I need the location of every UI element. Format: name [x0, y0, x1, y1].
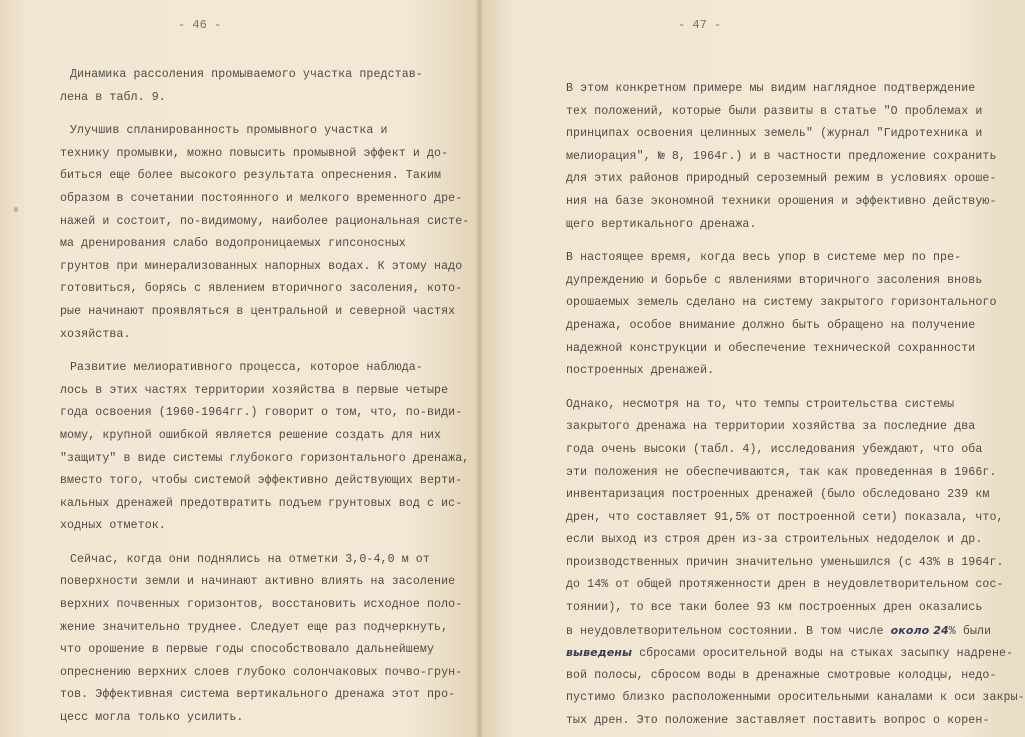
text-line: надежной конструкции и обеспечение технической сохранности [566, 341, 976, 355]
text-line: технику промывки, можно повысить промывной эффект и до- [60, 146, 449, 160]
text-line: лена в табл. 9. [60, 90, 166, 104]
page-number-left: - 46 - [178, 18, 222, 32]
text-line: мелиорация", № 8, 1964г.) и в частности предложение сохранить [566, 149, 997, 163]
text-line: тех положений, которые были развиты в статье "О проблемах и [566, 104, 983, 118]
text-line: нажей и состоит, по-видимому, наиболее рациональная систе- [60, 214, 470, 228]
text-line: мому, крупной ошибкой является решение создать для них [60, 428, 442, 442]
text-line: года очень высоки (табл. 4), исследования убеждают, что оба [566, 442, 983, 456]
text-line: рые начинают проявляться в центральной и северной частях [60, 304, 456, 318]
left-page [0, 0, 478, 737]
paragraph-gap [566, 236, 986, 247]
text-line: жение значительно труднее. Следует еще раз подчеркнуть, [60, 620, 449, 634]
text-line: Сейчас, когда они поднялись на отметки 3,0-4,0 м от [70, 552, 430, 566]
text-line: В настоящее время, когда весь упор в системе мер по пре- [566, 251, 962, 265]
left-page-text [60, 64, 470, 730]
text-line: Однако, несмотря на то, что темпы строительства системы [566, 397, 955, 411]
text-line: пустимо близко расположенными оросительными каналами к оси закры- [566, 691, 1025, 705]
text-line: ния на базе экономной техники орошения и эффективно действую- [566, 194, 997, 208]
text-line: ма дренирования слабо водопроницаемых гипсоносных [60, 237, 406, 251]
text-line: щего вертикального дренажа. [566, 217, 757, 231]
text-line: ходных отметок. [60, 519, 166, 533]
text-line: эти положения не обеспечиваются, так как проведенная в 1966г. [566, 465, 997, 479]
text-line: вой полосы, сбросом воды в дренажные смотровые колодцы, недо- [566, 668, 997, 682]
text-line: тов. Эффективная система вертикального дренажа этот про- [60, 688, 456, 702]
text-line: дупреждению и борьбе с явлениями вторичного засоления вновь [566, 273, 983, 287]
text-line: для этих районов природный сероземный режим в условиях ороше- [566, 172, 997, 186]
paragraph-gap [566, 383, 986, 394]
text-line: построенных дренажей. [566, 364, 715, 378]
paragraph-gap [60, 346, 460, 357]
text-line: Улучшив спланированность промывного участка и [70, 124, 388, 138]
text-line: принципах освоения целинных земель" (журнал "Гидротехника и [566, 127, 983, 141]
text-line: орошаемых земель сделано на систему закрытого горизонтального [566, 296, 997, 310]
text-line: до 14% от общей протяженности дрен в неудовлетворительном сос- [566, 578, 1004, 592]
text-line: лось в этих частях территории хозяйства в первые четыре [60, 383, 449, 397]
handwritten-insertion: выведены [566, 646, 633, 660]
text-line: вместо того, чтобы системой эффективно действующих верти- [60, 474, 463, 488]
text-line: опреснению верхних слоев глубоко солончаковых почво-грун- [60, 665, 463, 679]
text-line: готовиться, борясь с явлением вторичного засоления, кото- [60, 282, 463, 296]
text-line: тых дрен. Это положение заставляет поставить вопрос о корен- [566, 714, 990, 728]
text-line: В этом конкретном примере мы видим наглядное подтверждение [566, 82, 976, 95]
text-line: что орошение в первые годы способствовало дальнейшему [60, 643, 435, 657]
right-page [482, 0, 1025, 737]
text-line: поверхности земли и начинают активно влиять на засоление [60, 575, 456, 589]
text-line: Развитие мелиоративного процесса, которое наблюда- [70, 361, 423, 375]
text-line: тоянии), то все таки более 93 км построенных дрен оказались [566, 601, 983, 615]
ink-spot [14, 207, 18, 212]
text-line: года освоения (1960-1964гг.) говорит о том, что, по-види- [60, 406, 463, 420]
text-line: кальных дренажей предотвратить подъем грунтовых вод с ис- [60, 496, 463, 510]
paragraph-gap [60, 538, 460, 549]
text-line: Динамика рассоления промываемого участка представ- [70, 68, 423, 81]
right-page-text [566, 78, 1025, 733]
text-line: биться еще более высокого результата опреснения. Таким [60, 169, 442, 183]
text-line: производственных причин значительно уменьшился (с 43% в 1964г. [566, 555, 1004, 569]
text-line: закрытого дренажа на территории хозяйства за последние два [566, 420, 976, 434]
paragraph-gap [60, 109, 460, 120]
text-line: выведены сбросами оросительной воды на стыках засыпку надрене- [566, 646, 1014, 661]
text-line: дренажа, особое внимание должно быть обращено на получение [566, 318, 976, 332]
text-line: образом в сочетании постоянного и мелкого временного дре- [60, 191, 463, 205]
text-line: хозяйства. [60, 327, 131, 341]
text-line: инвентаризация построенных дренажей (было обследовано 239 км [566, 488, 990, 502]
text-line: цесс могла только усилить. [60, 711, 244, 725]
text-line: если выход из строя дрен из-за строительных недоделок и др. [566, 533, 983, 547]
page-number-right: - 47 - [678, 18, 722, 32]
text-line: "защиту" в виде системы глубокого горизонтального дренажа, [60, 451, 470, 465]
text-line: в неудовлетворительном состоянии. В том числе около 24% были [566, 623, 992, 638]
text-line: грунтов при минерализованных напорных водах. К этому надо [60, 259, 463, 273]
text-line: верхних почвенных горизонтов, восстановить исходное поло- [60, 598, 463, 612]
text-line: дрен, что составляет 91,5% от построенной сети) показала, что, [566, 510, 1004, 524]
handwritten-insertion: около 24 [890, 623, 949, 637]
